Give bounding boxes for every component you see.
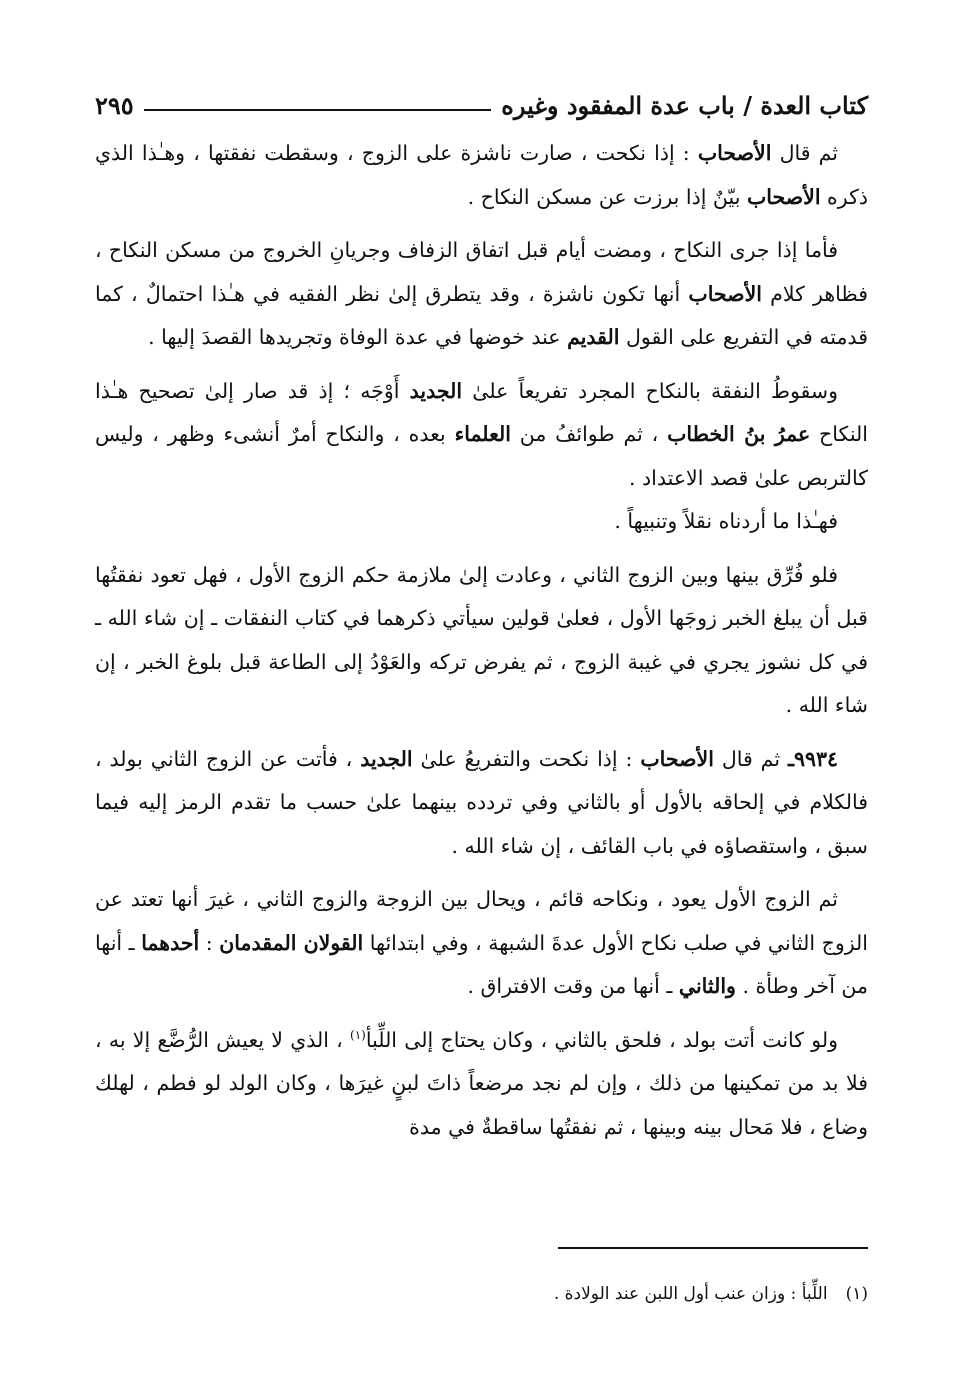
footnote-rule <box>558 1247 868 1249</box>
paragraph-3: وسقوطُ النفقة بالنكاح المجرد تفريعاً علىٰ الجديد أَوْجَه ؛ إذ قد صار إلىٰ تصحيح هـٰذا النكاح عمرُ بنُ الخطاب ، ثم طوائفُ من العلماء بعده ، والنكاح أمرٌ أنشىء وظهر ، وليس كالتربص علىٰ قصد الاعتداد . <box>95 378 868 490</box>
paragraph-1: ثم قال الأصحاب : إذا نكحت ، صارت ناشزة على الزوج ، وسقطت نفقتها ، وهـٰذا الذي ذكره الأصحاب بيّنٌ إذا برزت عن مسكن النكاح . <box>95 141 868 209</box>
paragraph-7: ثم الزوج الأول يعود ، ونكاحه قائم ، ويحال بين الزوجة والزوج الثاني ، غيرَ أنها تعتد عن الزوج الثاني في صلب نكاح الأول عدةَ الشبهة ، وفي ابتدائها القولان المقدمان : أحدهما ـ أنها من آخر وطأة . والثاني ـ أنها من وقت الافتراق . <box>95 887 869 998</box>
paragraph-4: فهـٰذا ما أردناه نقلاً وتنبيهاً . <box>614 509 838 533</box>
main-text <box>95 132 868 1159</box>
footnote <box>95 1280 868 1308</box>
paragraph-8: ولو كانت أتت بولد ، فلحق بالثاني ، وكان يحتاج إلى اللِّبأ$^{(١)}$ ، الذي لا يعيش الرُّضَّع إلا به ، فلا بد من تمكينها من ذلك ، وإن لم نجد مرضعاً ذاتَ لبنٍ غيرَها ، وكان الولد لو فطم ، لهلك وضاع ، فلا مَحال بينه وبينها ، ثم نفقتُها ساقطةٌ في مدة <box>95 1027 868 1139</box>
running-title: كتاب العدة / باب عدة المفقود وغيره <box>501 91 868 120</box>
paragraph-6: ٩٩٣٤ـ ثم قال الأصحاب : إذا نكحت والتفريعُ علىٰ الجديد ، فأتت عن الزوج الثاني بولد ، فالكلام في إلحاقه بالأول أو بالثاني وفي تردده بينهما علىٰ حسب ما تقدم الرمز إليه فيما سبق ، واستقصاؤه في باب القائف ، إن شاء الله . <box>95 746 868 858</box>
paragraph-2: فأما إذا جرى النكاح ، ومضت أيام قبل اتفاق الزفاف وجريانِ الخروج من مسكن النكاح ، فظاهر كلام الأصحاب أنها تكون ناشزة ، وقد يتطرق إلىٰ نظر الفقيه في هـٰذا احتمالٌ ، كما قدمته في التفريع على القول القديم عند خوضها في عدة الوفاة وتجريدها القصدَ إليها . <box>95 238 868 349</box>
paragraph-number: ٩٩٣٤ـ <box>787 746 838 771</box>
paragraph-5: فلو فُرِّق بينها وبين الزوج الثاني ، وعادت إلىٰ ملازمة حكم الزوج الأول ، فهل تعود نفقتُها قبل أن يبلغ الخبر زوجَها الأول ، فعلىٰ قولين سيأتي ذكرهما في كتاب النفقات ـ إن شاء الله ـ في كل نشوز يجري في غيبة الزوج ، ثم يفرض تركه والعَوْدُ إلى الطاعة قبل بلوغ الخبر ، إن شاء الله . <box>95 562 868 717</box>
page-header <box>95 80 868 120</box>
footnote-number: (١) <box>845 1284 868 1304</box>
header-rule <box>144 109 492 111</box>
footnote-text: اللِّبأ : وزان عنب أول اللبن عند الولادة . <box>553 1284 828 1304</box>
page-number: ٢٩٥ <box>95 91 134 120</box>
footnote-reference: (١) <box>350 1027 366 1042</box>
